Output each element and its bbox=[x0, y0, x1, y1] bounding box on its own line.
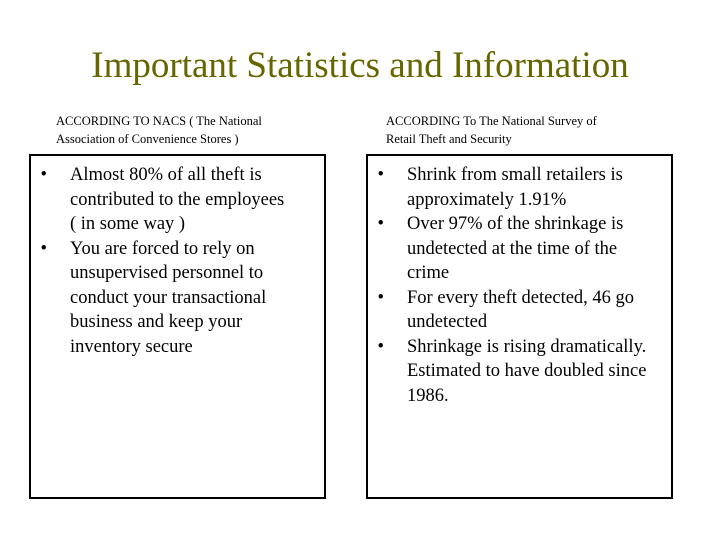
bullet-text: Shrinkage is rising dramatically. Estimated to have doubled since 1986. bbox=[407, 336, 647, 406]
left-heading-text: ACCORDING TO NACS ( The National Association of Convenience Stores ) bbox=[56, 114, 262, 146]
bullet-marker: • bbox=[377, 165, 384, 185]
left-info-box bbox=[29, 154, 326, 499]
right-heading-text: ACCORDING To The National Survey of Retail Theft and Security bbox=[386, 114, 597, 146]
bullet-marker: • bbox=[377, 214, 384, 234]
bullet-text: Shrink from small retailers is approximately 1.91% bbox=[407, 165, 623, 210]
list-item bbox=[31, 163, 324, 237]
bullet-marker: • bbox=[40, 238, 47, 259]
list-item bbox=[368, 163, 671, 212]
bullet-marker: • bbox=[377, 287, 384, 308]
slide-title: Important Statistics and Information bbox=[91, 45, 629, 86]
left-column-heading bbox=[56, 112, 262, 148]
right-info-box bbox=[366, 154, 673, 499]
left-bullet-list bbox=[31, 163, 324, 359]
bullet-text: Almost 80% of all theft is contributed to the employees ( in some way ) bbox=[70, 165, 285, 234]
right-bullet-list bbox=[368, 163, 671, 408]
bullet-marker: • bbox=[40, 165, 47, 185]
list-item bbox=[368, 212, 671, 286]
bullet-text: Over 97% of the shrinkage is undetected at the time of the crime bbox=[407, 214, 624, 283]
right-column-heading bbox=[386, 112, 597, 148]
list-item bbox=[31, 237, 324, 360]
bullet-marker: • bbox=[377, 336, 384, 357]
bullet-text: You are forced to rely on unsupervised personnel to conduct your transactional business and keep your inventory secure bbox=[70, 238, 267, 357]
bullet-text: For every theft detected, 46 go undetected bbox=[407, 287, 635, 332]
list-item bbox=[368, 335, 671, 409]
list-item bbox=[368, 286, 671, 335]
